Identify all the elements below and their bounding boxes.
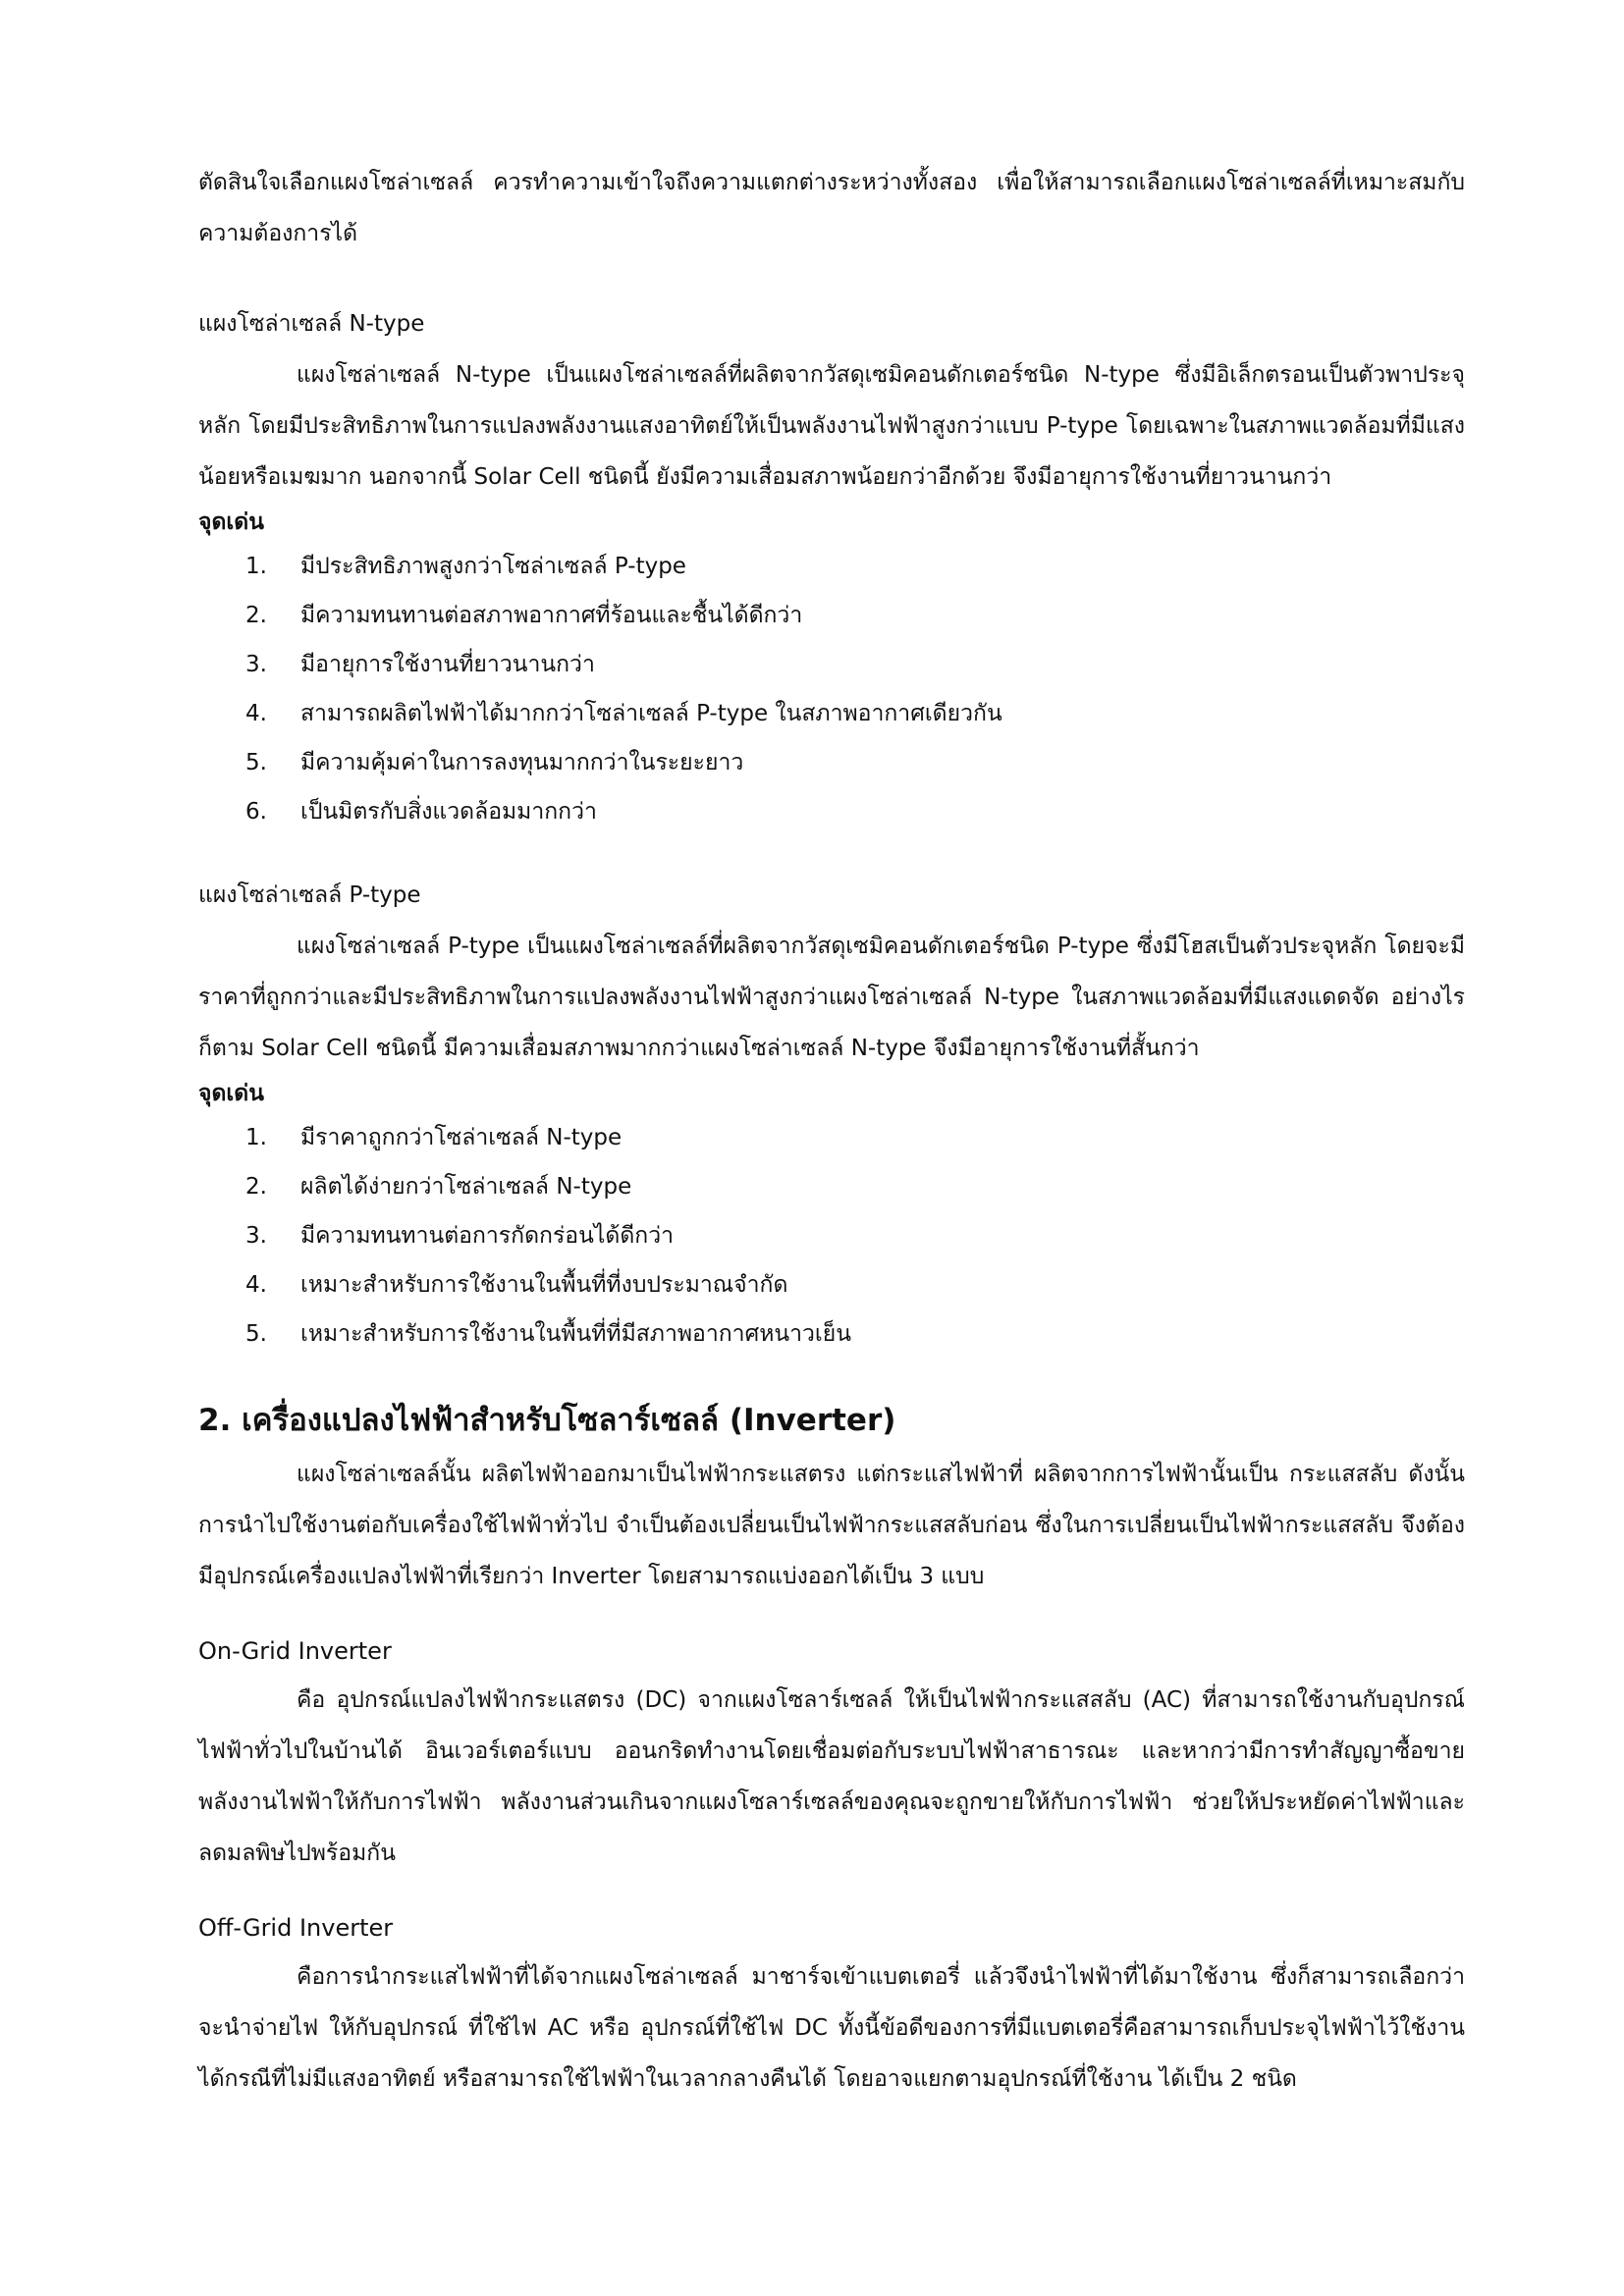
list-item bbox=[198, 1211, 1465, 1260]
list-number: 3. bbox=[245, 1223, 267, 1249]
list-number: 4. bbox=[245, 1272, 267, 1298]
list-number: 2. bbox=[245, 1174, 267, 1200]
ptype-heading: แผงโซล่าเซลล์ P-type bbox=[198, 882, 421, 908]
list-number: 5. bbox=[245, 1321, 267, 1347]
ongrid-heading: On-Grid Inverter bbox=[198, 1637, 392, 1665]
list-item bbox=[198, 1260, 1465, 1309]
ntype-section bbox=[198, 298, 1465, 836]
list-number: 5. bbox=[245, 750, 267, 775]
list-item bbox=[198, 591, 1465, 640]
list-number: 1. bbox=[245, 554, 267, 579]
inverter-paragraph: แผงโซล่าเซลล์นั้น ผลิตไฟฟ้าออกมาเป็นไฟฟ้ากระแสตรง แต่กระแสไฟฟ้าที่ ผลิตจากการไฟฟ้านั้นเป็น กระแสสลับ ดังนั้นการนำไปใช้งานต่อกับเครื่องใช้ไฟฟ้าทั่วไป จำเป็นต้องเปลี่ยนเป็นไฟฟ้ากระแสสลับก่อน ซึ่งในการเปลี่ยนเป็นไฟฟ้ากระแสสลับ จึงต้องมีอุปกรณ์เครื่องแปลงไฟฟ้าที่เรียกว่า Inverter โดยสามารถแบ่งออกได้เป็น 3 แบบ bbox=[198, 1462, 1465, 1589]
list-number: 4. bbox=[245, 701, 267, 726]
list-text: มีอายุการใช้งานที่ยาวนานกว่า bbox=[300, 652, 595, 677]
ptype-highlight-label: จุดเด่น bbox=[198, 1081, 264, 1106]
list-item bbox=[198, 689, 1465, 738]
ntype-highlight-list bbox=[198, 542, 1465, 836]
list-item bbox=[198, 542, 1465, 591]
list-text: เป็นมิตรกับสิ่งแวดล้อมมากกว่า bbox=[300, 799, 597, 825]
list-item bbox=[198, 640, 1465, 689]
offgrid-heading: Off-Grid Inverter bbox=[198, 1914, 394, 1942]
intro-paragraph: ตัดสินใจเลือกแผงโซล่าเซลล์ ควรทำความเข้าใจถึงความแตกต่างระหว่างทั้งสอง เพื่อให้สามารถเลือกแผงโซล่าเซลล์ที่เหมาะสมกับความต้องการได้ bbox=[198, 170, 1465, 246]
list-text: มีความทนทานต่อการกัดกร่อนได้ดีกว่า bbox=[300, 1223, 675, 1249]
list-text: เหมาะสำหรับการใช้งานในพื้นที่ที่งบประมาณจำกัด bbox=[300, 1272, 788, 1298]
list-number: 2. bbox=[245, 603, 267, 628]
list-item bbox=[198, 1309, 1465, 1359]
list-item bbox=[198, 787, 1465, 836]
list-text: มีความคุ้มค่าในการลงทุนมากกว่าในระยะยาว bbox=[300, 750, 744, 775]
inverter-heading: 2. เครื่องแปลงไฟฟ้าสำหรับโซลาร์เซลล์ (Inverter) bbox=[198, 1403, 896, 1438]
list-item bbox=[198, 1113, 1465, 1162]
ongrid-paragraph: คือ อุปกรณ์แปลงไฟฟ้ากระแสตรง (DC) จากแผงโซลาร์เซลล์ ให้เป็นไฟฟ้ากระแสสลับ (AC) ที่สามารถใช้งานกับอุปกรณ์ไฟฟ้าทั่วไปในบ้านได้ อินเวอร์เตอร์แบบ ออนกริดทำงานโดยเชื่อมต่อกับระบบไฟฟ้าสาธารณะ และหากว่ามีการทำสัญญาซื้อขายพลังงานไฟฟ้าให้กับการไฟฟ้า พลังงานส่วนเกินจากแผงโซลาร์เซลล์ของคุณจะถูกขายให้กับการไฟฟ้า ช่วยให้ประหยัดค่าไฟฟ้าและลดมลพิษไปพร้อมกัน bbox=[198, 1687, 1465, 1866]
ntype-highlight-label: จุดเด่น bbox=[198, 509, 264, 535]
list-text: เหมาะสำหรับการใช้งานในพื้นที่ที่มีสภาพอากาศหนาวเย็น bbox=[300, 1321, 851, 1347]
list-number: 3. bbox=[245, 652, 267, 677]
list-text: มีราคาถูกกว่าโซล่าเซลล์ N-type bbox=[300, 1125, 623, 1150]
inverter-section bbox=[198, 1392, 1465, 2105]
list-item bbox=[198, 738, 1465, 787]
list-text: ผลิตได้ง่ายกว่าโซล่าเซลล์ N-type bbox=[300, 1174, 632, 1200]
list-text: มีความทนทานต่อสภาพอากาศที่ร้อนและชื้นได้ดีกว่า bbox=[300, 603, 803, 628]
list-number: 6. bbox=[245, 799, 267, 825]
ptype-paragraph: แผงโซล่าเซลล์ P-type เป็นแผงโซล่าเซลล์ที่ผลิตจากวัสดุเซมิคอนดักเตอร์ชนิด P-type ซึ่งมีโฮสเป็นตัวประจุหลัก โดยจะมีราคาที่ถูกกว่าและมีประสิทธิภาพในการแปลงพลังงานไฟฟ้าสูงกว่าแผงโซล่าเซลล์ N-type ในสภาพแวดล้อมที่มีแสงแดดจัด อย่างไรก็ตาม Solar Cell ชนิดนี้ มีความเสื่อมสภาพมากกว่าแผงโซล่าเซลล์ N-type จึงมีอายุการใช้งานที่สั้นกว่า bbox=[198, 934, 1465, 1061]
ntype-paragraph: แผงโซล่าเซลล์ N-type เป็นแผงโซล่าเซลล์ที่ผลิตจากวัสดุเซมิคอนดักเตอร์ชนิด N-type ซึ่งมีอิเล็กตรอนเป็นตัวพาประจุหลัก โดยมีประสิทธิภาพในการแปลงพลังงานแสงอาทิตย์ให้เป็นพลังงานไฟฟ้าสูงกว่าแบบ P-type โดยเฉพาะในสภาพแวดล้อมที่มีแสงน้อยหรือเมฆมาก นอกจากนี้ Solar Cell ชนิดนี้ ยังมีความเสื่อมสภาพน้อยกว่าอีกด้วย จึงมีอายุการใช้งานที่ยาวนานกว่า bbox=[198, 362, 1465, 490]
ptype-highlight-list bbox=[198, 1113, 1465, 1359]
list-text: มีประสิทธิภาพสูงกว่าโซล่าเซลล์ P-type bbox=[300, 554, 686, 579]
list-number: 1. bbox=[245, 1125, 267, 1150]
document-page bbox=[198, 157, 1465, 2105]
list-item bbox=[198, 1162, 1465, 1211]
ntype-heading: แผงโซล่าเซลล์ N-type bbox=[198, 311, 425, 337]
offgrid-paragraph: คือการนำกระแสไฟฟ้าที่ได้จากแผงโซล่าเซลล์ มาชาร์จเข้าแบตเตอรี่ แล้วจึงนำไฟฟ้าที่ได้มาใช้งาน ซึ่งก็สามารถเลือกว่าจะนำจ่ายไฟ ให้กับอุปกรณ์ ที่ใช้ไฟ AC หรือ อุปกรณ์ที่ใช้ไฟ DC ทั้งนี้ข้อดีของการที่มีแบตเตอรี่คือสามารถเก็บประจุไฟฟ้าไว้ใช้งานได้กรณีที่ไม่มีแสงอาทิตย์ หรือสามารถใช้ไฟฟ้าในเวลากลางคืนได้ โดยอาจแยกตามอุปกรณ์ที่ใช้งาน ได้เป็น 2 ชนิด bbox=[198, 1964, 1465, 2092]
list-text: สามารถผลิตไฟฟ้าได้มากกว่าโซล่าเซลล์ P-type ในสภาพอากาศเดียวกัน bbox=[300, 701, 1002, 726]
ptype-section bbox=[198, 870, 1465, 1359]
